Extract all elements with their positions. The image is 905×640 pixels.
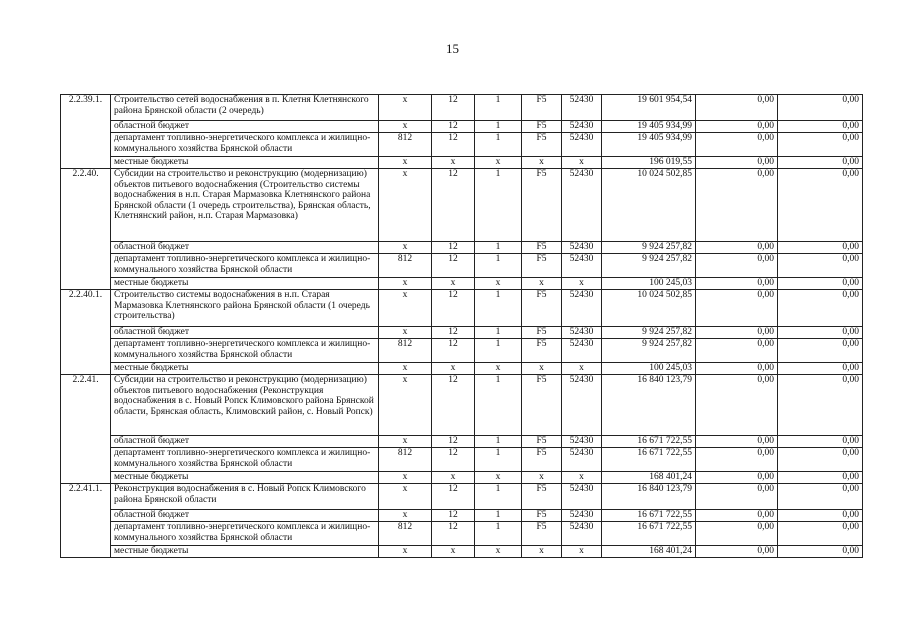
row-name: областной бюджет bbox=[111, 242, 379, 254]
table-row bbox=[61, 375, 863, 436]
target-article-cell: F5 bbox=[522, 484, 562, 510]
row-name: Строительство системы водоснабжения в н.п. Старая Мармазовка Клетнянского района Брянской области (1 очередь строительства) bbox=[111, 290, 379, 327]
expense-type-cell: x bbox=[562, 472, 602, 484]
amount-year1-cell: 19 601 954,54 bbox=[602, 95, 696, 121]
grbs-cell: x bbox=[379, 169, 432, 242]
grbs-cell: 812 bbox=[379, 133, 432, 157]
grbs-cell: 812 bbox=[379, 448, 432, 472]
row-name: местные бюджеты bbox=[111, 278, 379, 290]
rz-cell: x bbox=[432, 278, 475, 290]
row-name: областной бюджет bbox=[111, 121, 379, 133]
expense-type-cell: 52430 bbox=[562, 242, 602, 254]
expense-type-cell: 52430 bbox=[562, 375, 602, 436]
amount-year3-cell: 0,00 bbox=[778, 363, 863, 375]
expense-type-cell: 52430 bbox=[562, 522, 602, 546]
rz-cell: x bbox=[432, 157, 475, 169]
expense-type-cell: x bbox=[562, 157, 602, 169]
grbs-cell: 812 bbox=[379, 339, 432, 363]
row-name: областной бюджет bbox=[111, 327, 379, 339]
amount-year2-cell: 0,00 bbox=[696, 363, 778, 375]
table-row bbox=[61, 95, 863, 121]
rz-cell: 12 bbox=[432, 510, 475, 522]
pr-cell: 1 bbox=[475, 327, 522, 339]
amount-year3-cell: 0,00 bbox=[778, 169, 863, 242]
rz-cell: x bbox=[432, 472, 475, 484]
item-code: 2.2.40.1. bbox=[61, 290, 111, 375]
expense-type-cell: 52430 bbox=[562, 290, 602, 327]
amount-year2-cell: 0,00 bbox=[696, 472, 778, 484]
expense-type-cell: 52430 bbox=[562, 339, 602, 363]
rz-cell: 12 bbox=[432, 484, 475, 510]
amount-year3-cell: 0,00 bbox=[778, 242, 863, 254]
rz-cell: 12 bbox=[432, 327, 475, 339]
grbs-cell: x bbox=[379, 510, 432, 522]
amount-year2-cell: 0,00 bbox=[696, 510, 778, 522]
amount-year1-cell: 9 924 257,82 bbox=[602, 327, 696, 339]
expense-type-cell: 52430 bbox=[562, 327, 602, 339]
row-name: департамент топливно-энергетического комплекса и жилищно-коммунального хозяйства Брянской области bbox=[111, 339, 379, 363]
amount-year1-cell: 16 840 123,79 bbox=[602, 484, 696, 510]
rz-cell: 12 bbox=[432, 375, 475, 436]
table-row bbox=[61, 436, 863, 448]
rz-cell: 12 bbox=[432, 121, 475, 133]
amount-year1-cell: 16 671 722,55 bbox=[602, 522, 696, 546]
rz-cell: 12 bbox=[432, 436, 475, 448]
expense-type-cell: 52430 bbox=[562, 133, 602, 157]
row-name: местные бюджеты bbox=[111, 363, 379, 375]
amount-year2-cell: 0,00 bbox=[696, 121, 778, 133]
pr-cell: 1 bbox=[475, 484, 522, 510]
grbs-cell: x bbox=[379, 327, 432, 339]
amount-year1-cell: 16 671 722,55 bbox=[602, 510, 696, 522]
amount-year1-cell: 9 924 257,82 bbox=[602, 254, 696, 278]
pr-cell: 1 bbox=[475, 133, 522, 157]
pr-cell: x bbox=[475, 546, 522, 558]
target-article-cell: x bbox=[522, 546, 562, 558]
item-code: 2.2.40. bbox=[61, 169, 111, 290]
expense-type-cell: 52430 bbox=[562, 169, 602, 242]
rz-cell: 12 bbox=[432, 339, 475, 363]
table-row bbox=[61, 546, 863, 558]
target-article-cell: x bbox=[522, 157, 562, 169]
expense-type-cell: 52430 bbox=[562, 121, 602, 133]
amount-year1-cell: 168 401,24 bbox=[602, 546, 696, 558]
amount-year1-cell: 100 245,03 bbox=[602, 363, 696, 375]
target-article-cell: F5 bbox=[522, 375, 562, 436]
rz-cell: x bbox=[432, 546, 475, 558]
target-article-cell: x bbox=[522, 472, 562, 484]
amount-year1-cell: 19 405 934,99 bbox=[602, 121, 696, 133]
amount-year3-cell: 0,00 bbox=[778, 121, 863, 133]
amount-year3-cell: 0,00 bbox=[778, 472, 863, 484]
amount-year1-cell: 16 671 722,55 bbox=[602, 436, 696, 448]
grbs-cell: x bbox=[379, 121, 432, 133]
target-article-cell: F5 bbox=[522, 121, 562, 133]
row-name: Реконструкция водоснабжения в с. Новый Ропск Климовского района Брянской области bbox=[111, 484, 379, 510]
amount-year2-cell: 0,00 bbox=[696, 339, 778, 363]
table-row bbox=[61, 157, 863, 169]
expense-type-cell: 52430 bbox=[562, 484, 602, 510]
amount-year3-cell: 0,00 bbox=[778, 448, 863, 472]
amount-year2-cell: 0,00 bbox=[696, 327, 778, 339]
rz-cell: 12 bbox=[432, 95, 475, 121]
pr-cell: 1 bbox=[475, 95, 522, 121]
expense-type-cell: 52430 bbox=[562, 254, 602, 278]
amount-year3-cell: 0,00 bbox=[778, 375, 863, 436]
target-article-cell: F5 bbox=[522, 254, 562, 278]
pr-cell: x bbox=[475, 278, 522, 290]
table-row bbox=[61, 290, 863, 327]
amount-year3-cell: 0,00 bbox=[778, 157, 863, 169]
amount-year2-cell: 0,00 bbox=[696, 133, 778, 157]
amount-year2-cell: 0,00 bbox=[696, 484, 778, 510]
amount-year1-cell: 168 401,24 bbox=[602, 472, 696, 484]
item-code: 2.2.41.1. bbox=[61, 484, 111, 558]
row-name: департамент топливно-энергетического комплекса и жилищно-коммунального хозяйства Брянской области bbox=[111, 448, 379, 472]
amount-year3-cell: 0,00 bbox=[778, 339, 863, 363]
row-name: местные бюджеты bbox=[111, 472, 379, 484]
amount-year1-cell: 9 924 257,82 bbox=[602, 339, 696, 363]
grbs-cell: x bbox=[379, 278, 432, 290]
row-name: Субсидии на строительство и реконструкцию (модернизацию) объектов питьевого водоснабжения (Реконструкция водоснабжения в с. Новый Ропск Климовского района Брянской области, Брянская область, Климовский район, с. Новый Ропск) bbox=[111, 375, 379, 436]
table-row bbox=[61, 133, 863, 157]
amount-year3-cell: 0,00 bbox=[778, 510, 863, 522]
grbs-cell: 812 bbox=[379, 522, 432, 546]
target-article-cell: F5 bbox=[522, 133, 562, 157]
table-row bbox=[61, 522, 863, 546]
target-article-cell: F5 bbox=[522, 339, 562, 363]
amount-year3-cell: 0,00 bbox=[778, 133, 863, 157]
pr-cell: 1 bbox=[475, 169, 522, 242]
rz-cell: 12 bbox=[432, 254, 475, 278]
table-row bbox=[61, 278, 863, 290]
expense-type-cell: x bbox=[562, 363, 602, 375]
pr-cell: 1 bbox=[475, 375, 522, 436]
amount-year1-cell: 19 405 934,99 bbox=[602, 133, 696, 157]
grbs-cell: x bbox=[379, 242, 432, 254]
amount-year1-cell: 10 024 502,85 bbox=[602, 169, 696, 242]
grbs-cell: x bbox=[379, 375, 432, 436]
grbs-cell: x bbox=[379, 290, 432, 327]
amount-year2-cell: 0,00 bbox=[696, 169, 778, 242]
target-article-cell: F5 bbox=[522, 448, 562, 472]
expense-type-cell: 52430 bbox=[562, 448, 602, 472]
amount-year2-cell: 0,00 bbox=[696, 522, 778, 546]
table-body bbox=[61, 95, 863, 558]
table-row bbox=[61, 242, 863, 254]
target-article-cell: F5 bbox=[522, 290, 562, 327]
rz-cell: 12 bbox=[432, 522, 475, 546]
target-article-cell: F5 bbox=[522, 327, 562, 339]
amount-year3-cell: 0,00 bbox=[778, 254, 863, 278]
rz-cell: 12 bbox=[432, 290, 475, 327]
table-row bbox=[61, 484, 863, 510]
amount-year1-cell: 9 924 257,82 bbox=[602, 242, 696, 254]
grbs-cell: x bbox=[379, 363, 432, 375]
expense-type-cell: x bbox=[562, 546, 602, 558]
row-name: областной бюджет bbox=[111, 510, 379, 522]
pr-cell: 1 bbox=[475, 254, 522, 278]
expense-type-cell: 52430 bbox=[562, 510, 602, 522]
row-name: департамент топливно-энергетического комплекса и жилищно-коммунального хозяйства Брянской области bbox=[111, 133, 379, 157]
pr-cell: 1 bbox=[475, 448, 522, 472]
row-name: Субсидии на строительство и реконструкцию (модернизацию) объектов питьевого водоснабжения (Строительство системы водоснабжения в н.п. Старая Мармазовка Клетнянского района Брянской области (1 очередь строительства), Брянская область, Клетнянский район, н.п. Старая Мармазовка) bbox=[111, 169, 379, 242]
row-name: областной бюджет bbox=[111, 436, 379, 448]
table-row bbox=[61, 254, 863, 278]
amount-year2-cell: 0,00 bbox=[696, 436, 778, 448]
amount-year3-cell: 0,00 bbox=[778, 546, 863, 558]
amount-year3-cell: 0,00 bbox=[778, 436, 863, 448]
rz-cell: 12 bbox=[432, 448, 475, 472]
pr-cell: x bbox=[475, 472, 522, 484]
amount-year1-cell: 16 671 722,55 bbox=[602, 448, 696, 472]
grbs-cell: x bbox=[379, 546, 432, 558]
amount-year3-cell: 0,00 bbox=[778, 278, 863, 290]
target-article-cell: x bbox=[522, 363, 562, 375]
expense-type-cell: x bbox=[562, 278, 602, 290]
item-code: 2.2.41. bbox=[61, 375, 111, 484]
expense-type-cell: 52430 bbox=[562, 436, 602, 448]
amount-year3-cell: 0,00 bbox=[778, 327, 863, 339]
pr-cell: 1 bbox=[475, 436, 522, 448]
amount-year2-cell: 0,00 bbox=[696, 375, 778, 436]
rz-cell: 12 bbox=[432, 242, 475, 254]
pr-cell: 1 bbox=[475, 121, 522, 133]
target-article-cell: F5 bbox=[522, 522, 562, 546]
grbs-cell: x bbox=[379, 95, 432, 121]
pr-cell: 1 bbox=[475, 339, 522, 363]
table-row bbox=[61, 327, 863, 339]
amount-year2-cell: 0,00 bbox=[696, 448, 778, 472]
amount-year1-cell: 196 019,55 bbox=[602, 157, 696, 169]
target-article-cell: F5 bbox=[522, 95, 562, 121]
amount-year3-cell: 0,00 bbox=[778, 484, 863, 510]
amount-year1-cell: 100 245,03 bbox=[602, 278, 696, 290]
amount-year2-cell: 0,00 bbox=[696, 546, 778, 558]
table-row bbox=[61, 169, 863, 242]
pr-cell: 1 bbox=[475, 242, 522, 254]
row-name: департамент топливно-энергетического комплекса и жилищно-коммунального хозяйства Брянской области bbox=[111, 254, 379, 278]
pr-cell: x bbox=[475, 363, 522, 375]
pr-cell: 1 bbox=[475, 510, 522, 522]
row-name: местные бюджеты bbox=[111, 157, 379, 169]
grbs-cell: x bbox=[379, 484, 432, 510]
amount-year2-cell: 0,00 bbox=[696, 278, 778, 290]
amount-year2-cell: 0,00 bbox=[696, 95, 778, 121]
table-row bbox=[61, 448, 863, 472]
page-number: 15 bbox=[446, 41, 459, 56]
table-row bbox=[61, 339, 863, 363]
table-row bbox=[61, 363, 863, 375]
item-code: 2.2.39.1. bbox=[61, 95, 111, 169]
rz-cell: x bbox=[432, 363, 475, 375]
pr-cell: x bbox=[475, 157, 522, 169]
grbs-cell: x bbox=[379, 157, 432, 169]
amount-year2-cell: 0,00 bbox=[696, 242, 778, 254]
grbs-cell: x bbox=[379, 472, 432, 484]
rz-cell: 12 bbox=[432, 133, 475, 157]
row-name: департамент топливно-энергетического комплекса и жилищно-коммунального хозяйства Брянской области bbox=[111, 522, 379, 546]
expense-type-cell: 52430 bbox=[562, 95, 602, 121]
amount-year2-cell: 0,00 bbox=[696, 157, 778, 169]
amount-year1-cell: 16 840 123,79 bbox=[602, 375, 696, 436]
budget-table bbox=[60, 94, 863, 558]
amount-year3-cell: 0,00 bbox=[778, 522, 863, 546]
row-name: местные бюджеты bbox=[111, 546, 379, 558]
table-row bbox=[61, 121, 863, 133]
amount-year2-cell: 0,00 bbox=[696, 254, 778, 278]
table-row bbox=[61, 472, 863, 484]
target-article-cell: x bbox=[522, 278, 562, 290]
target-article-cell: F5 bbox=[522, 436, 562, 448]
amount-year2-cell: 0,00 bbox=[696, 290, 778, 327]
target-article-cell: F5 bbox=[522, 242, 562, 254]
pr-cell: 1 bbox=[475, 522, 522, 546]
table-row bbox=[61, 510, 863, 522]
amount-year3-cell: 0,00 bbox=[778, 95, 863, 121]
pr-cell: 1 bbox=[475, 290, 522, 327]
target-article-cell: F5 bbox=[522, 169, 562, 242]
target-article-cell: F5 bbox=[522, 510, 562, 522]
amount-year3-cell: 0,00 bbox=[778, 290, 863, 327]
amount-year1-cell: 10 024 502,85 bbox=[602, 290, 696, 327]
grbs-cell: x bbox=[379, 436, 432, 448]
rz-cell: 12 bbox=[432, 169, 475, 242]
row-name: Строительство сетей водоснабжения в п. Клетня Клетнянского района Брянской области (2 очередь) bbox=[111, 95, 379, 121]
grbs-cell: 812 bbox=[379, 254, 432, 278]
